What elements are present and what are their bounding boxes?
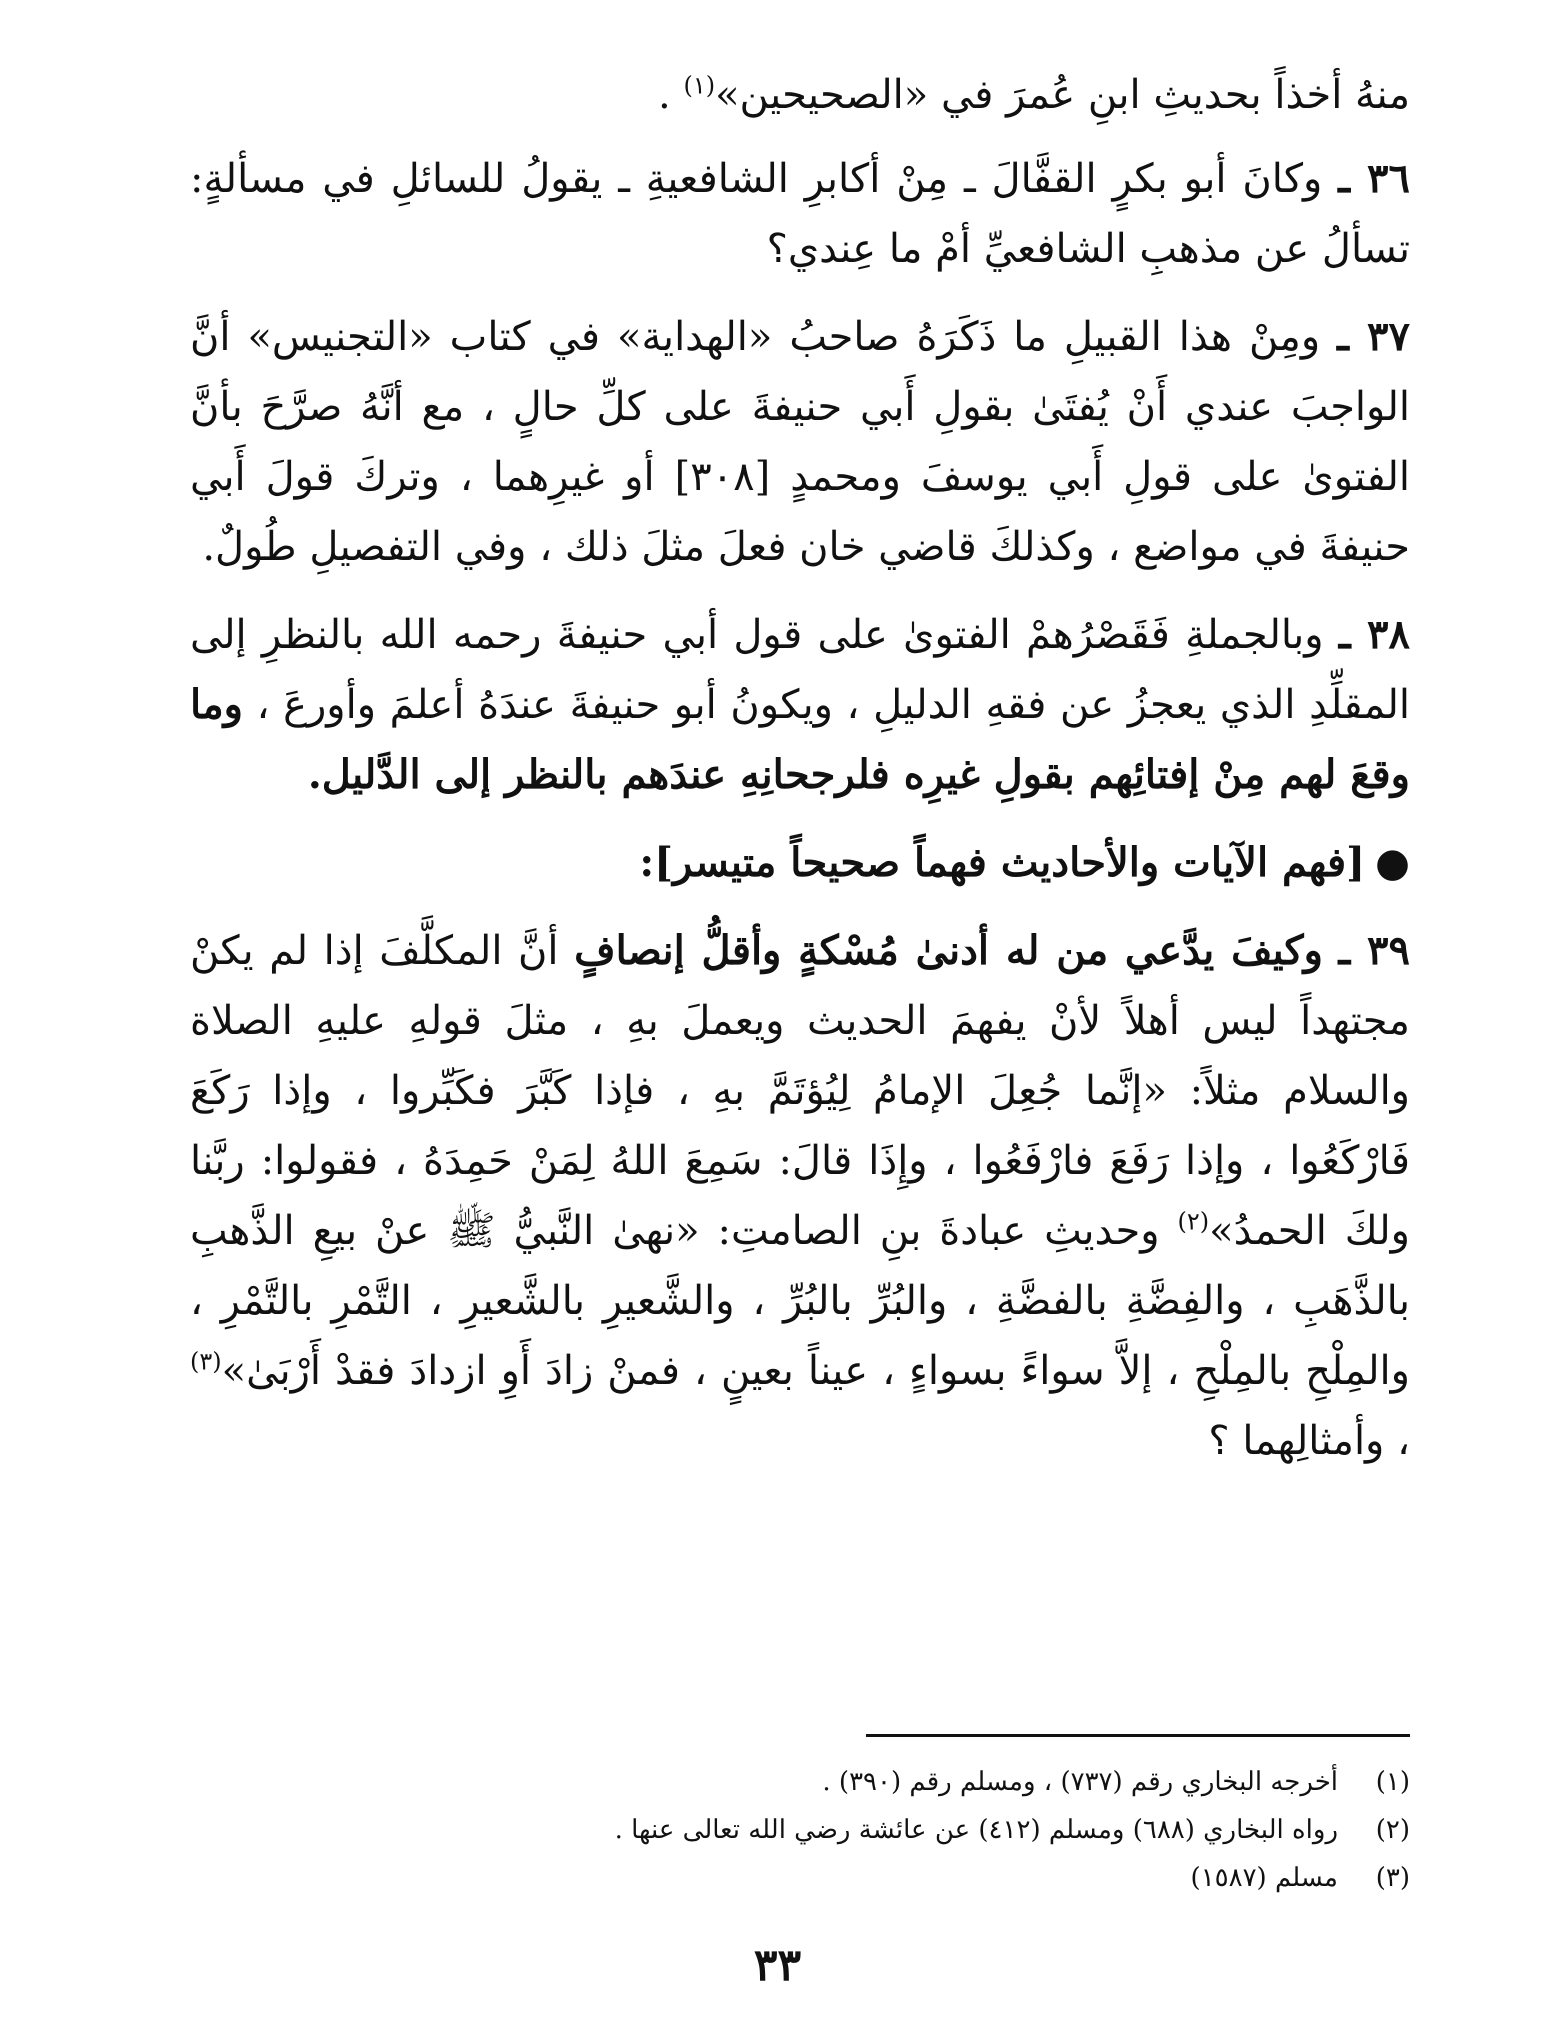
paragraph-text: ومِنْ هذا القبيلِ ما ذَكَرَهُ صاحبُ «الهداية» في كتاب «التجنيس» أنَّ الواجبَ عندي أَنْ يُفتَىٰ بقولِ أَبي حنيفةَ على كلِّ حالٍ ، مع أنَّهُ صرَّحَ بأنَّ الفتوىٰ على قولِ أَبي يوسفَ ومحمدٍ [٣٠٨] أو غيرِهما ، وتركَ قولَ أَبي حنيفةَ في مواضع ، وكذلكَ قاضي خان فعلَ مثلَ ذلك ، وفي التفصيلِ طُولٌ.	[190, 314, 1410, 570]
footnote-item	[190, 1806, 1410, 1854]
paragraph-36	[190, 144, 1410, 284]
paragraph-text: أنَّ المكلَّفَ إذا لم يكنْ مجتهداً ليس أهلاً لأنْ يفهمَ الحديث ويعملَ بهِ ، مثلَ قولهِ عليهِ الصلاة والسلام مثلاً: «إنَّما جُعِلَ الإمامُ لِيُؤتَمَّ بهِ ، فإذا كَبَّرَ فكَبِّروا ، وإذا رَكَعَ فَارْكَعُوا ، وإذا رَفَعَ فارْفَعُوا ، وإِذَا قالَ: سَمِعَ اللهُ لِمَنْ حَمِدَهُ ، فقولوا: ربَّنا ولكَ الحمدُ»	[190, 928, 1410, 1254]
footnote-marker: (٣)	[190, 1347, 222, 1376]
paragraph-intro	[190, 60, 1410, 130]
footnote-number: (٣)	[1375, 1863, 1410, 1893]
paragraph-number: ٣٦ ـ	[1338, 155, 1411, 202]
paragraph-text-2: وحديثِ عبادةَ بنِ الصامتِ: «نهىٰ النَّبيُّ ﷺ عنْ بيعِ الذَّهبِ بالذَّهَبِ ، والفِضَّةِ بالفضَّةِ ، والبُرِّ بالبُرِّ ، والشَّعيرِ بالشَّعيرِ ، التَّمْرِ بالتَّمْرِ ، والمِلْحِ بالمِلْحِ ، إلاَّ سواءً بسواءٍ ، عيناً بعينٍ ، فمنْ زادَ أَوِ ازدادَ فقدْ أَرْبَىٰ»	[190, 1208, 1410, 1394]
footnotes	[190, 1758, 1410, 1902]
footnote-item	[190, 1758, 1410, 1806]
paragraph-tail: .	[658, 72, 671, 118]
paragraph-bold-tail: وما وقعَ لهم مِنْ إفتائِهم بقولِ غيرِه فلرجحانِهِ عندَهم بالنظر إلى الدَّليل.	[190, 681, 1410, 798]
paragraph-tail: ، وأمثالِهما ؟	[1208, 1418, 1410, 1464]
footnote-text: رواه البخاري (٦٨٨) ومسلم (٤١٢) عن عائشة رضي الله تعالى عنها .	[614, 1815, 1338, 1845]
paragraph-38	[190, 600, 1410, 810]
page-number: ٣٣	[753, 1940, 802, 1991]
footnote-divider	[866, 1734, 1410, 1737]
footnote-number: (١)	[1375, 1767, 1410, 1797]
paragraph-lead: وكيفَ يدَّعي من له أدنىٰ مُسْكةٍ وأقلُّ إنصافٍ	[574, 927, 1323, 974]
paragraph-text: وبالجملةِ فَقَصْرُهمْ الفتوىٰ على قول أبي حنيفةَ رحمه الله بالنظرِ إلى المقلِّدِ الذي يعجزُ عن فقهِ الدليلِ ، ويكونُ أبو حنيفةَ عندَهُ أعلمَ وأورعَ ،	[190, 612, 1410, 728]
paragraph-37	[190, 302, 1410, 582]
paragraph-text: وكانَ أبو بكرٍ القفَّالَ ـ مِنْ أكابرِ الشافعيةِ ـ يقولُ للسائلِ في مسألةٍ: تسألُ عن مذهبِ الشافعيِّ أمْ ما عِندي؟	[190, 156, 1410, 272]
paragraph-number: ٣٩ ـ	[1338, 927, 1410, 974]
paragraph-text: منهُ أخذاً بحديثِ ابنِ عُمرَ في «الصحيحين»	[715, 72, 1410, 118]
page-body	[190, 60, 1410, 1494]
footnote-number: (٢)	[1375, 1815, 1410, 1845]
footnote-text: أخرجه البخاري رقم (٧٣٧) ، ومسلم رقم (٣٩٠) .	[822, 1767, 1338, 1797]
section-heading	[190, 828, 1410, 898]
paragraph-number: ٣٧ ـ	[1337, 313, 1410, 360]
heading-text: [فهم الآيات والأحاديث فهماً صحيحاً متيسر]:	[639, 839, 1366, 886]
paragraph-number: ٣٨ ـ	[1338, 611, 1410, 658]
footnote-marker: (١)	[683, 71, 716, 100]
bullet-icon: ●	[1375, 839, 1410, 886]
footnote-marker: (٢)	[1177, 1207, 1210, 1236]
footnote-text: مسلم (١٥٨٧)	[1190, 1863, 1338, 1893]
footnote-item	[190, 1854, 1410, 1902]
paragraph-39	[190, 916, 1410, 1476]
